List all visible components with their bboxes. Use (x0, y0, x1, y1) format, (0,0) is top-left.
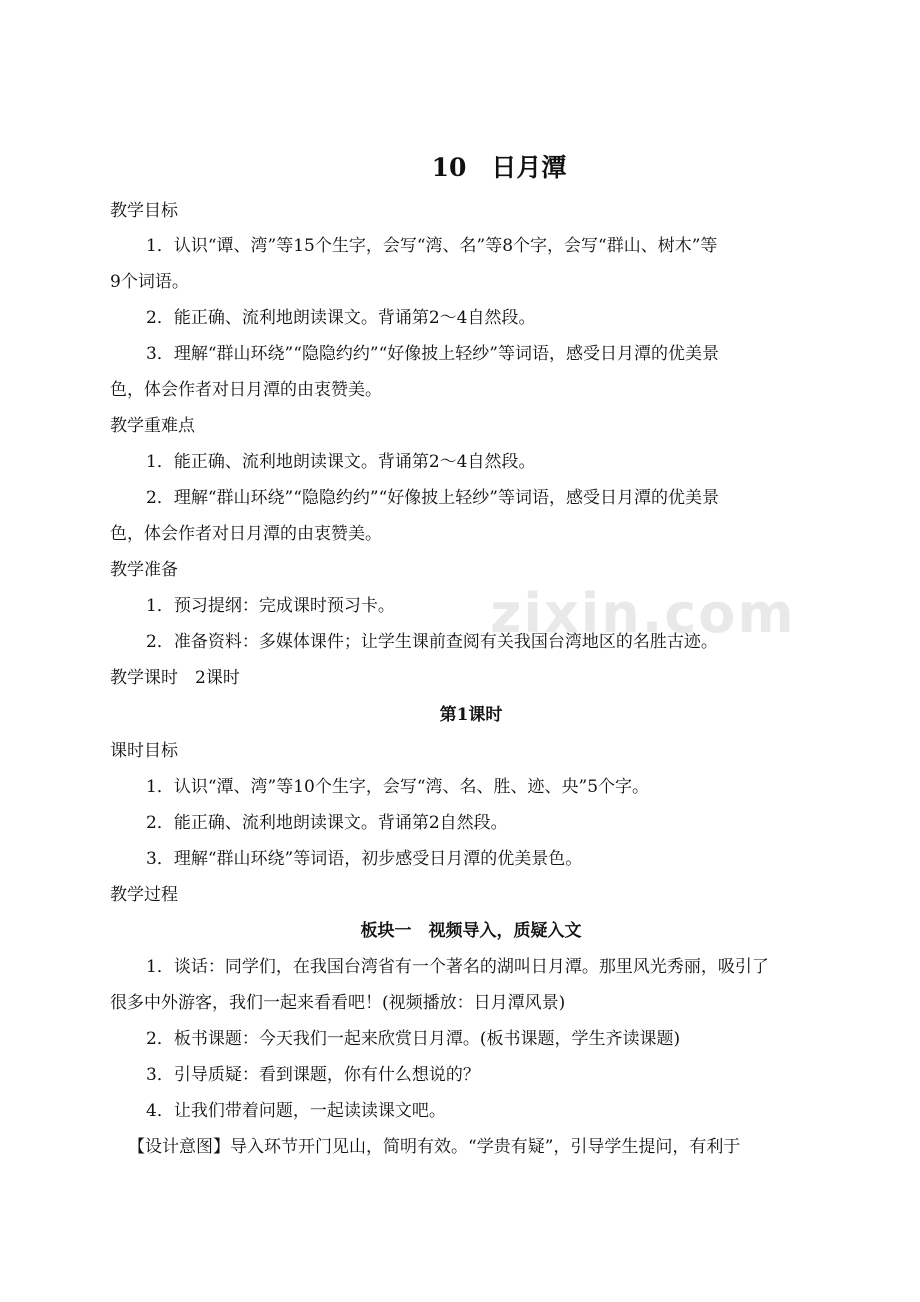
design-intent: 【设计意图】导入环节开门见山，简明有效。“学贵有疑”，引导学生提问，有利于 (128, 1137, 741, 1157)
section-block-one: 板块一 视频导入，质疑入文 (360, 921, 582, 941)
goal-3-line-2: 色，体会作者对日月潭的由衷赞美。 (110, 380, 382, 400)
goal-1-line-2: 9个词语。 (110, 272, 189, 292)
key-point-2-line-1: 2．理解“群山环绕”“隐隐约约”“好像披上轻纱”等词语，感受日月潭的优美景 (146, 488, 719, 508)
goal-3-line-1: 3．理解“群山环绕”“隐隐约约”“好像披上轻纱”等词语，感受日月潭的优美景 (146, 344, 719, 364)
watermark: zixin.com (490, 582, 796, 645)
section-first-lesson: 第1课时 (439, 705, 503, 725)
heading-class-hours: 教学课时 2课时 (110, 668, 240, 688)
process-2: 2．板书课题：今天我们一起来欣赏日月潭。(板书课题，学生齐读课题) (146, 1029, 681, 1049)
process-1-line-1: 1．谈话：同学们，在我国台湾省有一个著名的湖叫日月潭。那里风光秀丽，吸引了 (146, 957, 769, 977)
lesson-title: 10 日月潭 (431, 153, 567, 182)
lesson-goal-3: 3．理解“群山环绕”等词语，初步感受日月潭的优美景色。 (146, 849, 583, 869)
lesson-goal-1: 1．认识“潭、湾”等10个生字，会写“湾、名、胜、迹、央”5个字。 (146, 777, 650, 797)
process-3: 3．引导质疑：看到课题，你有什么想说的？ (146, 1065, 480, 1085)
key-point-1: 1．能正确、流利地朗读课文。背诵第2～4自然段。 (146, 452, 536, 472)
heading-key-points: 教学重难点 (110, 416, 195, 436)
lesson-goal-2: 2．能正确、流利地朗读课文。背诵第2自然段。 (146, 813, 508, 833)
goal-1-line-1: 1．认识“谭、湾”等15个生字，会写“湾、名”等8个字，会写“群山、树木”等 (146, 236, 718, 256)
preparation-1: 1．预习提纲：完成课时预习卡。 (146, 596, 395, 616)
goal-2: 2．能正确、流利地朗读课文。背诵第2～4自然段。 (146, 308, 536, 328)
heading-preparation: 教学准备 (110, 560, 178, 580)
heading-lesson-goals: 课时目标 (110, 741, 178, 761)
heading-teaching-process: 教学过程 (110, 885, 178, 905)
preparation-2: 2．准备资料：多媒体课件；让学生课前查阅有关我国台湾地区的名胜古迹。 (146, 632, 718, 652)
heading-teaching-goals: 教学目标 (110, 201, 178, 221)
process-1-line-2: 很多中外游客，我们一起来看看吧！(视频播放：日月潭风景) (110, 993, 566, 1013)
process-4: 4．让我们带着问题，一起读读课文吧。 (146, 1101, 446, 1121)
key-point-2-line-2: 色，体会作者对日月潭的由衷赞美。 (110, 524, 382, 544)
